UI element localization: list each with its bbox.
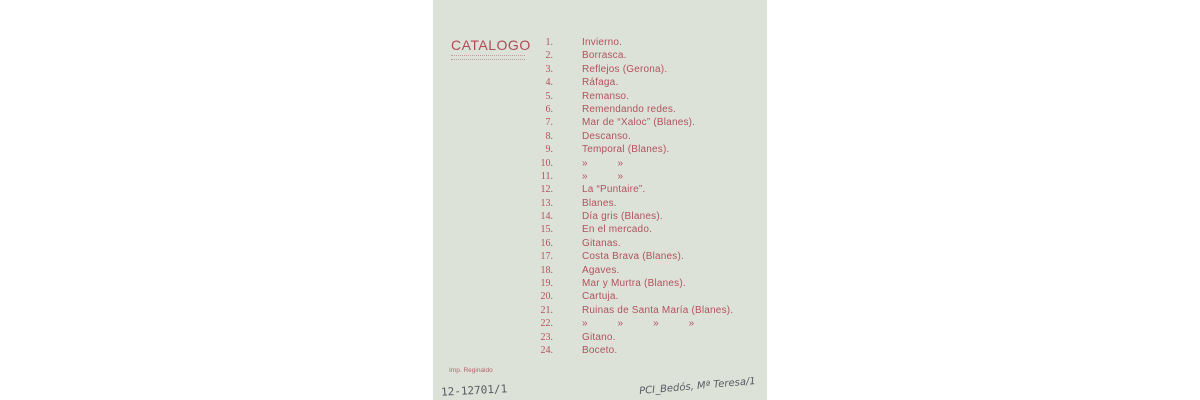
entry-number: 21.	[540, 304, 553, 316]
entry-title: Costa Brava (Blanes).	[582, 251, 685, 263]
entry-number: 20.	[540, 291, 553, 303]
catalog-entry	[537, 157, 733, 170]
catalog-entry	[537, 277, 733, 290]
entry-title: La “Puntaire”.	[582, 184, 646, 196]
entry-number: 4.	[545, 77, 553, 89]
entry-number: 12.	[540, 184, 553, 196]
entry-title: » »	[582, 170, 624, 182]
entry-title: Temporal (Blanes).	[582, 144, 670, 156]
entry-title: Boceto.	[582, 344, 618, 356]
entry-title: Remendando redes.	[582, 103, 677, 115]
catalog-entry	[537, 317, 733, 330]
entry-number: 18.	[540, 264, 553, 276]
entry-number: 24.	[540, 344, 553, 356]
catalog-entry	[537, 304, 733, 317]
catalog-entry	[537, 90, 733, 103]
entry-title: Mar y Murtra (Blanes).	[582, 278, 686, 290]
catalog-entry	[537, 183, 733, 196]
handwritten-archive-reference: PCI_Bedós, Mª Teresa/1	[638, 375, 757, 398]
entry-number: 10.	[540, 157, 553, 169]
catalog-page	[433, 0, 767, 400]
catalog-entry	[537, 63, 733, 76]
entry-title: En el mercado.	[582, 224, 653, 236]
entry-number: 7.	[545, 117, 553, 129]
catalog-entry	[537, 237, 733, 250]
entry-title: Blanes.	[582, 197, 617, 209]
entry-title: Ruinas de Santa María (Blanes).	[582, 304, 734, 316]
entry-title: Cartuja.	[582, 291, 619, 303]
catalog-entry	[537, 116, 733, 129]
entry-title: Reflejos (Gerona).	[582, 63, 668, 75]
entry-title: Agaves.	[582, 264, 620, 276]
printer-imprint: Imp. Reginaldo	[449, 367, 493, 374]
catalog-entry	[537, 344, 733, 357]
entry-title: Remanso.	[582, 90, 630, 102]
entry-number: 5.	[545, 90, 553, 102]
entry-number: 3.	[545, 63, 553, 75]
entry-number: 8.	[545, 130, 553, 142]
catalog-entry	[537, 210, 733, 223]
catalog-entry	[537, 250, 733, 263]
entry-title: Mar de “Xaloc” (Blanes).	[582, 117, 696, 129]
entry-number: 15.	[540, 224, 553, 236]
catalog-entry	[537, 103, 733, 116]
catalog-entry	[537, 76, 733, 89]
catalog-entry	[537, 264, 733, 277]
catalog-entry	[537, 290, 733, 303]
entry-title: Descanso.	[582, 130, 632, 142]
catalog-entry	[537, 130, 733, 143]
catalog-entry	[537, 331, 733, 344]
catalog-entry	[537, 49, 733, 62]
entry-title: » » » »	[582, 318, 695, 330]
entry-number: 16.	[540, 237, 553, 249]
entry-number: 22.	[540, 318, 553, 330]
entry-title: Gitanas.	[582, 237, 621, 249]
entry-number: 2.	[545, 50, 553, 62]
entry-title: Ráfaga.	[582, 77, 619, 89]
entry-title: Invierno.	[582, 37, 623, 48]
entry-title: Gitano.	[582, 331, 616, 343]
catalog-title: CATALOGO	[451, 37, 531, 53]
entry-number: 19.	[540, 278, 553, 290]
entry-title: Día gris (Blanes).	[582, 211, 663, 223]
catalog-entry	[537, 170, 733, 183]
entry-number: 6.	[545, 103, 553, 115]
entry-title: Borrasca.	[582, 50, 627, 62]
entry-number: 13.	[540, 197, 553, 209]
catalog-entry	[537, 197, 733, 210]
catalog-list	[537, 36, 733, 357]
title-underline	[451, 55, 525, 60]
entry-number: 23.	[540, 331, 553, 343]
entry-number: 9.	[545, 144, 553, 156]
catalog-entry	[537, 36, 733, 49]
entry-number: 14.	[540, 211, 553, 223]
entry-number: 11.	[540, 170, 553, 182]
entry-title: » »	[582, 157, 624, 169]
handwritten-inventory-number: 12-12701/1	[440, 382, 508, 399]
catalog-entry	[537, 143, 733, 156]
entry-number: 1.	[545, 37, 553, 48]
entry-number: 17.	[540, 251, 553, 263]
catalog-entry	[537, 223, 733, 236]
